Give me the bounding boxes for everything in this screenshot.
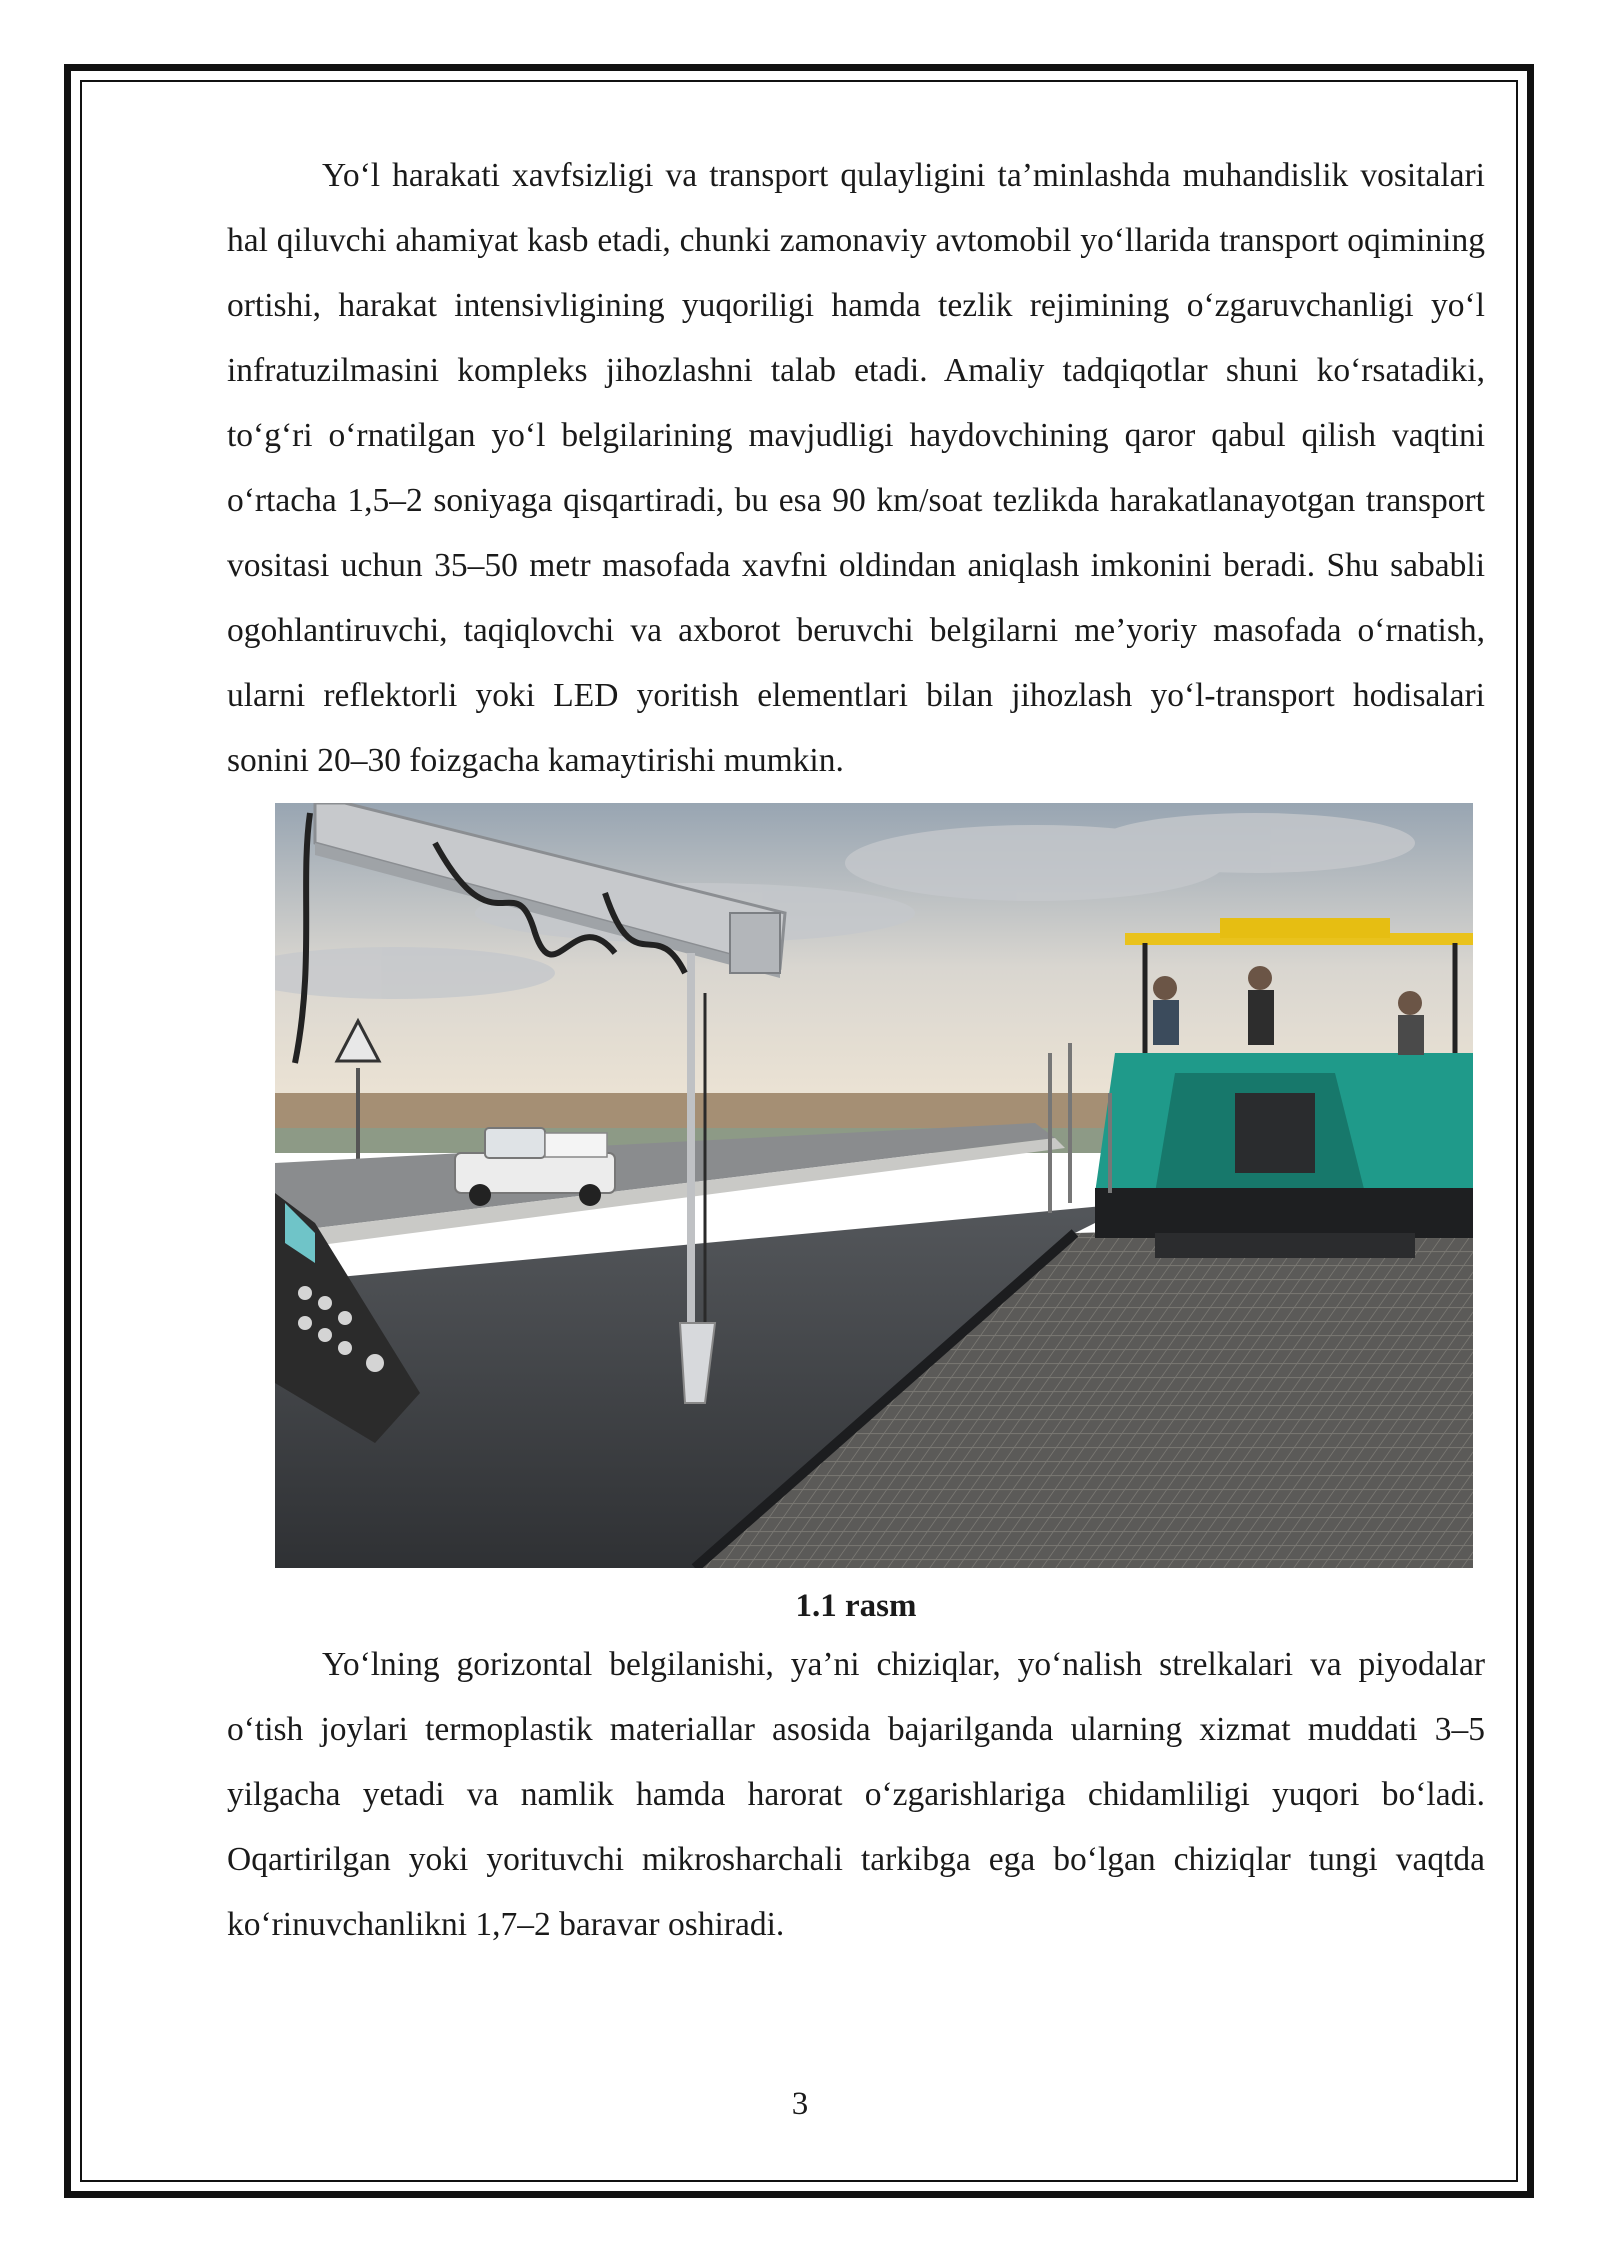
figure-caption: 1.1 rasm xyxy=(795,1588,917,1624)
road-paving-illustration xyxy=(275,803,1473,1568)
figure-road-paving-photo xyxy=(275,803,1473,1568)
body-paragraph-1: Yo‘l harakati xavfsizligi va transport qulayligini ta’minlashda muhandislik vositalari hal qiluvchi ahamiyat kasb etadi, chunki zamonaviy avtomobil yo‘llarida transport oqimining ortishi, harakat intensivligining yuqoriligi hamda tezlik rejimining o‘zgaruvchanligi yo‘l infratuzilmasini kompleks jihozlashni talab etadi. Amaliy tadqiqotlar shuni ko‘rsatadiki, to‘g‘ri o‘rnatilgan yo‘l belgilarining mavjudligi haydovchining qaror qabul qilish vaqtini o‘rtacha 1,5–2 soniyaga qisqartiradi, bu esa 90 km/soat tezlikda harakatlanayotgan transport vositasi uchun 35–50 metr masofada xavfni oldindan aniqlash imkonini beradi. Shu sababli ogohlantiruvchi, taqiqlovchi va axborot beruvchi belgilarni me’yoriy masofada o‘rnatish, ularni reflektorli yoki LED yoritish elementlari bilan jihozlash yo‘l-transport hodisalari sonini 20–30 foizgacha kamaytirishi mumkin. xyxy=(227,157,1485,779)
page-content xyxy=(227,143,1485,1957)
body-paragraph-2: Yo‘lning gorizontal belgilanishi, ya’ni chiziqlar, yo‘nalish strelkalari va piyodalar o‘tish joylari termoplastik materiallar asosida bajarilganda ularning xizmat muddati 3–5 yilgacha yetadi va namlik hamda harorat o‘zgarishlariga chidamliligi yuqori bo‘ladi. Oqartirilgan yoki yorituvchi mikrosharchali tarkibga ega bo‘lgan chiziqlar tungi vaqtda ko‘rinuvchanlikni 1,7–2 baravar oshiradi. xyxy=(227,1646,1485,1943)
page-number: 3 xyxy=(791,2086,809,2122)
